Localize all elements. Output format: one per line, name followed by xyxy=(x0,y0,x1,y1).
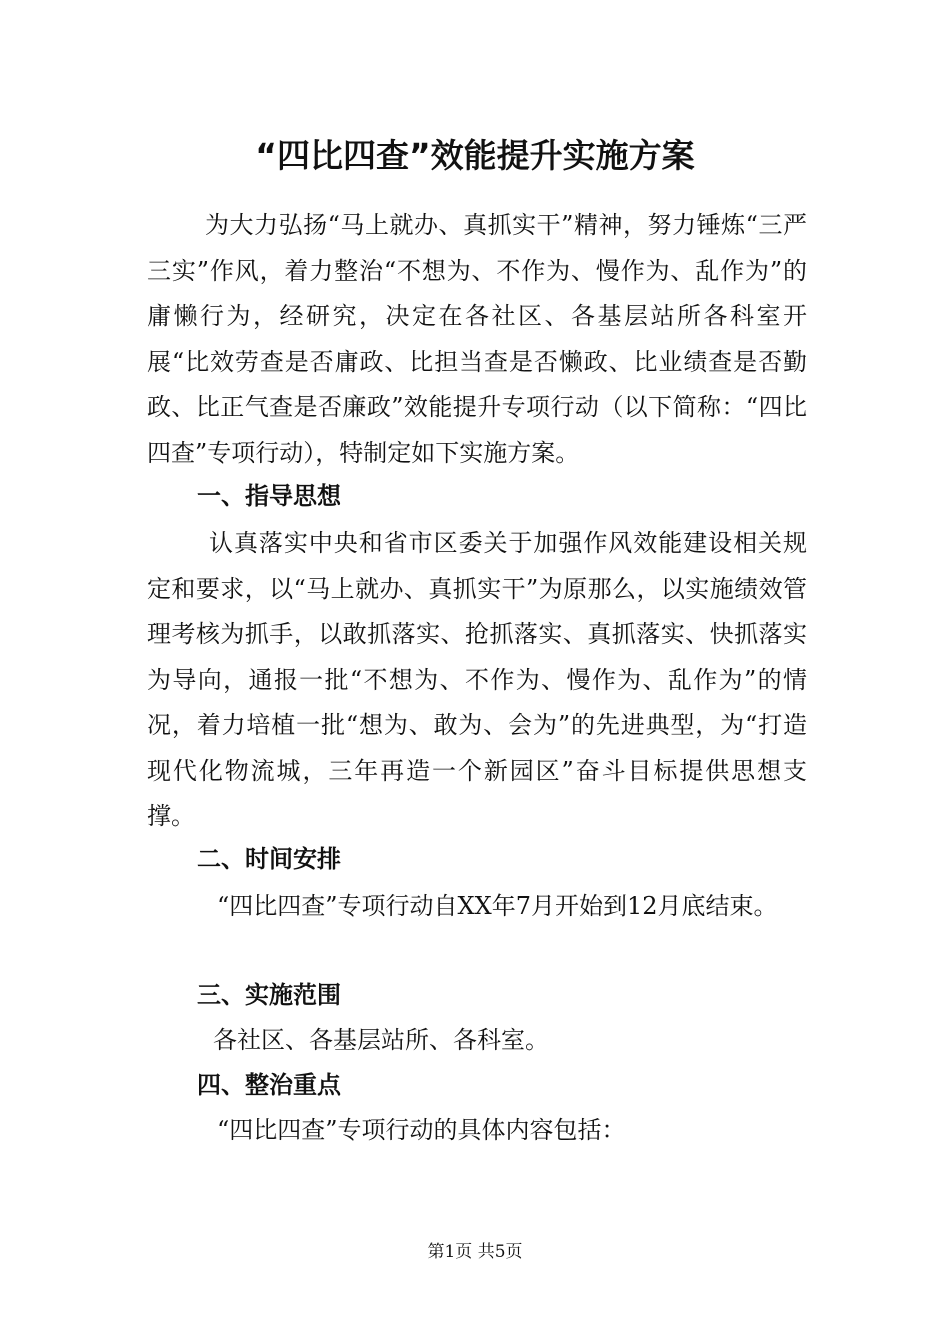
page-footer: 第1页 共5页 xyxy=(427,1242,523,1262)
section-heading-focus: 四、整治重点 xyxy=(197,1071,341,1099)
section-heading-schedule: 二、时间安排 xyxy=(197,845,341,873)
section-text-guiding-ideology: 认真落实中央和省市区委关于加强作风效能建设相关规定和要求，以“马上就办、真抓实干”为原那么，以实施绩效管理考核为抓手，以敢抓落实、抢抓落实、真抓落实、快抓落实为导向，通报一批“不想为、不作为、慢作为、乱作为”的情况，着力培植一批“想为、敢为、会为”的先进典型，为“打造现代化物流城，三年再造一个新园区”奋斗目标提供思想支撑。 xyxy=(147,529,807,830)
document-title: “四比四查”效能提升实施方案 xyxy=(255,136,695,175)
section-text-focus: “四比四查”专项行动的具体内容包括： xyxy=(217,1116,626,1144)
section-heading-guiding-ideology: 一、指导思想 xyxy=(197,482,341,510)
section-heading-scope: 三、实施范围 xyxy=(197,981,341,1009)
section-text-schedule: “四比四查”专项行动自XX年7月开始到12月底结束。 xyxy=(217,892,778,920)
section-text-scope: 各社区、各基层站所、各科室。 xyxy=(213,1026,549,1054)
intro-paragraph: 为大力弘扬“马上就办、真抓实干”精神，努力锤炼“三严三实”作风，着力整治“不想为、不作为、慢作为、乱作为”的庸懒行为，经研究，决定在各社区、各基层站所各科室开展“比效劳查是否庸政、比担当查是否懒政、比业绩查是否勤政、比正气查是否廉政”效能提升专项行动（以下简称：“四比四查”专项行动），特制定如下实施方案。 xyxy=(147,211,807,467)
